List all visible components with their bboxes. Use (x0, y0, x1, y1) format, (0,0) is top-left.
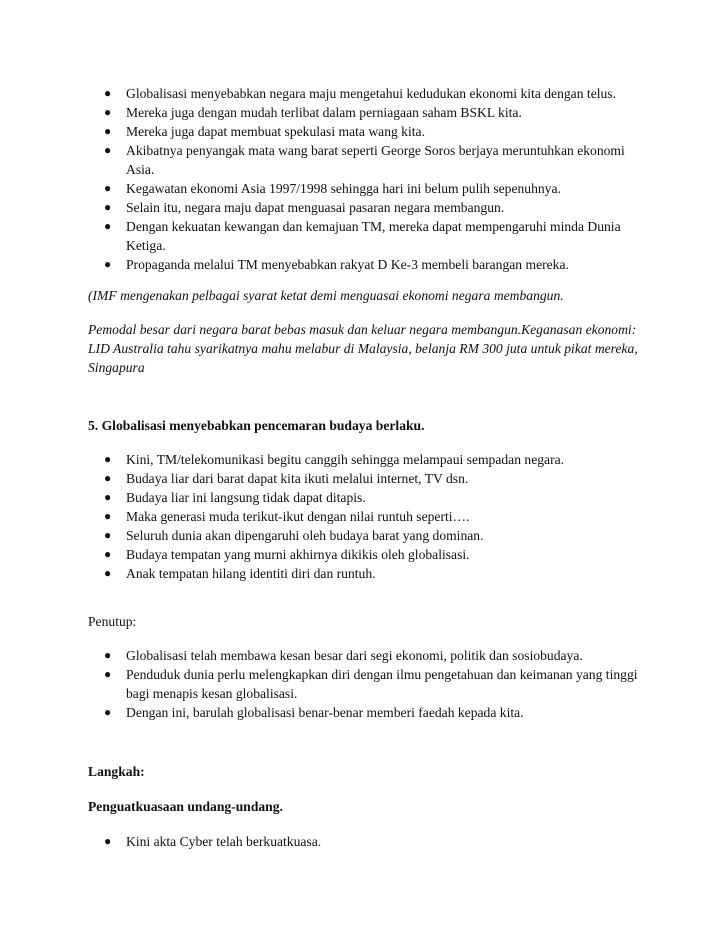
list-item-text: Mereka juga dapat membuat spekulasi mata wang kita. (126, 124, 425, 139)
subheading-penguatkuasaan: Penguatkuasaan undang-undang. (88, 799, 283, 814)
list-item-text: Seluruh dunia akan dipengaruhi oleh budaya barat yang dominan. (126, 528, 484, 543)
bullet-list-penutup (88, 646, 648, 722)
list-item-text: Mereka juga dengan mudah terlibat dalam perniagaan saham BSKL kita. (126, 105, 522, 120)
bullet-icon: ● (104, 667, 112, 681)
bullet-icon: ● (104, 509, 112, 523)
list-item-text: Kegawatan ekonomi Asia 1997/1998 sehingga hari ini belum pulih sepenuhnya. (126, 181, 561, 196)
list-item (88, 703, 648, 722)
list-item (88, 179, 648, 198)
list-item (88, 526, 648, 545)
list-item (88, 488, 648, 507)
list-item (88, 141, 648, 179)
list-item (88, 198, 648, 217)
section-heading-langkah: Langkah: (88, 764, 145, 779)
bullet-icon: ● (104, 257, 112, 271)
list-item-text: Kini, TM/telekomunikasi begitu canggih sehingga melampaui sempadan negara. (126, 452, 565, 467)
list-item-text: Propaganda melalui TM menyebabkan rakyat D Ke-3 membeli barangan mereka. (126, 257, 569, 272)
list-item-text: Akibatnya penyangak mata wang barat seperti George Soros berjaya meruntuhkan ekonomi Asia. (126, 143, 625, 177)
list-item-text: Dengan ini, barulah globalisasi benar-benar memberi faedah kepada kita. (126, 705, 524, 720)
bullet-icon: ● (104, 648, 112, 662)
list-item-text: Budaya liar dari barat dapat kita ikuti melalui internet, TV dsn. (126, 471, 469, 486)
list-item (88, 507, 648, 526)
bullet-icon: ● (104, 705, 112, 719)
list-item (88, 665, 648, 703)
bullet-icon: ● (104, 219, 112, 233)
list-item-text: Maka generasi muda terikut-ikut dengan nilai runtuh seperti…. (126, 509, 470, 524)
bullet-icon: ● (104, 124, 112, 138)
list-item-text: Dengan kekuatan kewangan dan kemajuan TM, mereka dapat mempengaruhi minda Dunia Ketiga. (126, 219, 621, 253)
list-item-text: Globalisasi menyebabkan negara maju mengetahui kedudukan ekonomi kita dengan telus. (126, 86, 616, 101)
list-item (88, 217, 648, 255)
list-item (88, 646, 648, 665)
bullet-icon: ● (104, 200, 112, 214)
bullet-icon: ● (104, 490, 112, 504)
list-item-text: Budaya liar ini langsung tidak dapat ditapis. (126, 490, 366, 505)
list-item (88, 450, 648, 469)
list-item (88, 255, 648, 274)
bullet-list-langkah (88, 832, 648, 851)
section-heading-penutup: Penutup: (88, 614, 137, 629)
list-item-text: Globalisasi telah membawa kesan besar dari segi ekonomi, politik dan sosiobudaya. (126, 648, 583, 663)
list-item (88, 469, 648, 488)
bullet-icon: ● (104, 834, 112, 848)
list-item (88, 832, 648, 851)
bullet-icon: ● (104, 143, 112, 157)
list-item (88, 103, 648, 122)
list-item (88, 122, 648, 141)
list-item-text: Budaya tempatan yang murni akhirnya dikikis oleh globalisasi. (126, 547, 470, 562)
list-item-text: Anak tempatan hilang identiti diri dan runtuh. (126, 566, 376, 581)
list-item-text: Penduduk dunia perlu melengkapkan diri dengan ilmu pengetahuan dan keimanan yang tinggi bagi menapis kesan globalisasi. (126, 667, 638, 701)
list-item-text: Kini akta Cyber telah berkuatkuasa. (126, 834, 322, 849)
bullet-icon: ● (104, 528, 112, 542)
bullet-icon: ● (104, 452, 112, 466)
list-item (88, 564, 648, 583)
list-item-text: Selain itu, negara maju dapat menguasai pasaran negara membangun. (126, 200, 505, 215)
bullet-icon: ● (104, 105, 112, 119)
list-item (88, 545, 648, 564)
bullet-icon: ● (104, 86, 112, 100)
bullet-icon: ● (104, 471, 112, 485)
italic-note-imf: (IMF mengenakan pelbagai syarat ketat demi menguasai ekonomi negara membangun. (88, 288, 564, 303)
list-item (88, 84, 648, 103)
bullet-list-economy (88, 84, 648, 274)
italic-note-pemodal: Pemodal besar dari negara barat bebas masuk dan keluar negara membangun.Keganasan ekonomi: LID Australia tahu syarikatnya mahu melabur di Malaysia, belanja RM 300 juta untuk pikat mereka, Singapura (88, 322, 638, 375)
bullet-icon: ● (104, 566, 112, 580)
bullet-icon: ● (104, 547, 112, 561)
section-heading-5: 5. Globalisasi menyebabkan pencemaran budaya berlaku. (88, 418, 425, 433)
bullet-icon: ● (104, 181, 112, 195)
bullet-list-culture (88, 450, 648, 583)
